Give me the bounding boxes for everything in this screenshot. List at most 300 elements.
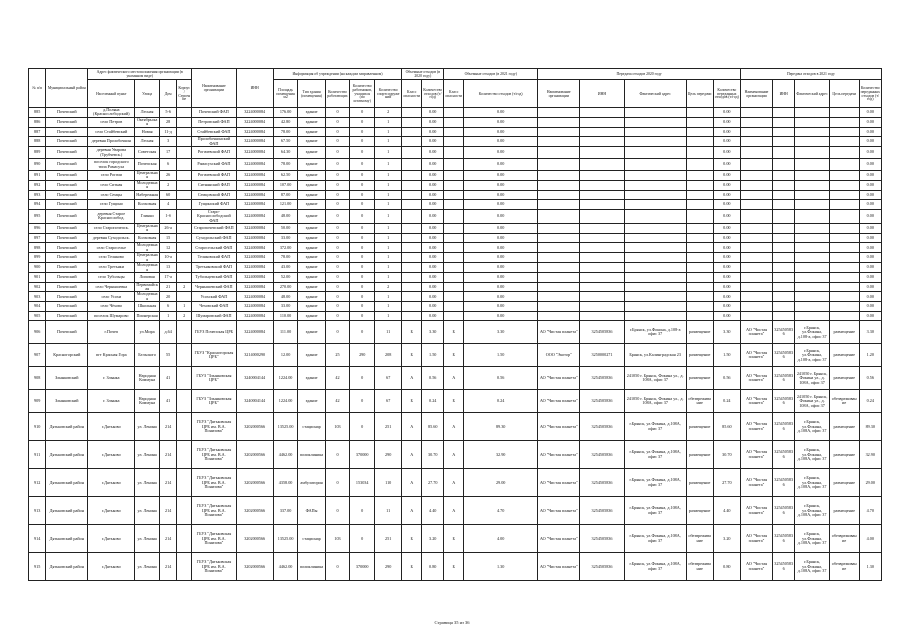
- table-cell: 21: [159, 282, 176, 292]
- table-cell: ГБУЗ "Злынковская ЦРБ": [192, 367, 236, 390]
- table-cell: 0.00: [464, 117, 538, 127]
- table-cell: 0.00: [422, 137, 444, 147]
- sub-header: Площадь помещения м2: [273, 80, 298, 108]
- table-cell: Дятьковский район: [46, 497, 88, 525]
- table-cell: 890: [29, 159, 46, 171]
- col-header-waste-2020: Объемные отходов (в 2020 году): [402, 69, 444, 80]
- table-cell: [624, 302, 686, 312]
- table-cell: [538, 147, 580, 159]
- table-cell: 3214000290: [236, 344, 273, 367]
- table-cell: Центральная: [136, 170, 158, 180]
- table-cell: 0: [350, 171, 375, 181]
- table-cell: 0.00: [859, 282, 881, 292]
- table-cell: 1: [375, 224, 402, 234]
- table-cell: 1: [375, 159, 402, 171]
- table-cell: 0.00: [464, 253, 538, 263]
- table-cell: [686, 171, 713, 181]
- table-cell: [538, 302, 580, 312]
- table-cell: [444, 190, 464, 200]
- table-cell: размещение: [686, 497, 713, 525]
- table-cell: [177, 497, 192, 525]
- table-cell: [740, 108, 772, 118]
- table-cell: [624, 108, 686, 118]
- table-cell: 3.30: [464, 321, 538, 344]
- table-cell: здание: [298, 171, 325, 181]
- sub-header: Класс опасности: [402, 80, 422, 108]
- table-cell: 3202000566: [236, 553, 273, 581]
- table-cell: 1: [375, 137, 402, 147]
- table-cell: 26-а: [159, 224, 176, 234]
- table-cell: [795, 190, 830, 200]
- table-cell: [795, 108, 830, 118]
- table-cell: [580, 137, 624, 147]
- table-cell: село Тубольцы: [88, 272, 135, 282]
- table-cell: 1: [375, 171, 402, 181]
- table-cell: Почепский: [46, 321, 88, 344]
- table-cell: 13: [159, 263, 176, 273]
- table-cell: 85.60: [713, 413, 740, 441]
- table-cell: 3224000084: [236, 159, 273, 171]
- table-cell: 914: [29, 525, 46, 553]
- table-cell: 3224000084: [236, 171, 273, 181]
- table-cell: 110: [375, 469, 402, 497]
- table-cell: 915: [29, 553, 46, 581]
- table-cell: АО "Чистая планета": [740, 525, 772, 553]
- table-cell: [773, 117, 795, 127]
- table-cell: 13525.00: [273, 413, 298, 441]
- table-cell: [740, 159, 772, 171]
- table-cell: 900: [29, 263, 46, 273]
- table-cell: размещение: [829, 367, 859, 390]
- table-cell: 12: [159, 243, 176, 253]
- table-cell: 3254505836: [580, 441, 624, 469]
- table-cell: 4.70: [464, 497, 538, 525]
- table-cell: 0.00: [464, 127, 538, 137]
- table-cell: 0.00: [464, 282, 538, 292]
- table-cell: 0.00: [713, 243, 740, 253]
- table-cell: [177, 243, 192, 253]
- table-cell: 3.20: [713, 525, 740, 553]
- table-cell: 0.00: [859, 302, 881, 312]
- table-cell: 1: [375, 253, 402, 263]
- table-cell: 908: [29, 367, 46, 390]
- table-cell: село Рогачи: [88, 171, 135, 181]
- table-cell: г.Дятьково: [88, 469, 135, 497]
- table-cell: [580, 127, 624, 137]
- table-cell: АО "Чистая планета": [740, 497, 772, 525]
- table-cell: село Староселье: [88, 243, 135, 253]
- table-cell: 4.70: [859, 497, 881, 525]
- sub-header: Количество переданных отходов (т/год): [713, 80, 740, 108]
- table-cell: 0.00: [859, 159, 881, 171]
- table-cell: Злынковский: [46, 367, 88, 390]
- table-cell: размещение: [829, 441, 859, 469]
- table-cell: [177, 108, 192, 118]
- table-cell: [444, 117, 464, 127]
- table-cell: 55: [159, 344, 176, 367]
- table-cell: [740, 137, 772, 147]
- table-cell: [773, 263, 795, 273]
- table-cell: 3254505836: [580, 367, 624, 390]
- table-cell: г.Брянск, ул.Фокина, д.108-а, офис 37: [795, 344, 830, 367]
- table-cell: Почепский ФАП: [192, 108, 236, 118]
- table-cell: АО "Чистая планета": [538, 390, 580, 413]
- table-cell: [773, 190, 795, 200]
- table-cell: 4: [159, 200, 176, 210]
- table-cell: Почепский: [46, 272, 88, 282]
- table-cell: [538, 171, 580, 181]
- table-cell: [624, 292, 686, 302]
- table-cell: 3254505836: [580, 413, 624, 441]
- table-cell: [580, 190, 624, 200]
- table-cell: 0.00: [859, 180, 881, 190]
- table-cell: [444, 127, 464, 137]
- table-cell: [624, 117, 686, 127]
- table-cell: [402, 224, 422, 234]
- table-row: [29, 117, 882, 127]
- table-cell: [773, 272, 795, 282]
- table-cell: 906: [29, 321, 46, 344]
- table-cell: [580, 311, 624, 321]
- table-cell: 0.00: [859, 272, 881, 282]
- table-cell: [686, 137, 713, 147]
- table-cell: деревня Суходольск.: [88, 233, 135, 243]
- table-cell: [624, 253, 686, 263]
- table-cell: [580, 200, 624, 210]
- table-cell: 0.00: [422, 263, 444, 273]
- table-cell: [538, 180, 580, 190]
- table-cell: 290: [350, 344, 375, 367]
- table-cell: [538, 311, 580, 321]
- table-cell: 0.00: [713, 292, 740, 302]
- table-cell: 41: [159, 390, 176, 413]
- table-cell: А: [444, 469, 464, 497]
- table-cell: 241050 г. Брянск, Фокина ул., д. 108А, офис 37: [624, 367, 686, 390]
- table-cell: [829, 272, 859, 282]
- table-cell: 0: [325, 233, 350, 243]
- table-cell: 3254505836: [773, 553, 795, 581]
- table-cell: Петровский ФАП: [192, 117, 236, 127]
- table-row: [29, 180, 882, 190]
- table-cell: 0: [325, 292, 350, 302]
- table-cell: 0.00: [713, 200, 740, 210]
- table-cell: [538, 137, 580, 147]
- table-cell: 241050 г. Брянск, Фокина ул., д. 108А, офис 37: [795, 367, 830, 390]
- table-cell: [740, 272, 772, 282]
- table-cell: Дятьковский район: [46, 441, 88, 469]
- table-cell: [624, 200, 686, 210]
- table-cell: [773, 200, 795, 210]
- table-cell: 50.00: [273, 224, 298, 234]
- table-cell: 0.00: [422, 233, 444, 243]
- table-cell: размещение: [829, 321, 859, 344]
- table-cell: г.Почеп: [88, 321, 135, 344]
- table-cell: г.Брянск, ул.Фокина, д.108А, офис 37: [795, 413, 830, 441]
- table-cell: [773, 233, 795, 243]
- table-cell: [829, 171, 859, 181]
- table-cell: [624, 282, 686, 292]
- table-cell: г.Дятьково: [88, 413, 135, 441]
- table-cell: [773, 171, 795, 181]
- table-cell: [580, 233, 624, 243]
- table-cell: [624, 311, 686, 321]
- table-cell: село Усохи: [88, 292, 135, 302]
- table-cell: 3224000084: [236, 302, 273, 312]
- table-cell: [177, 553, 192, 581]
- table-cell: 4.00: [859, 525, 881, 553]
- table-cell: 30.70: [713, 441, 740, 469]
- table-cell: 0.00: [464, 147, 538, 159]
- table-cell: 3224000084: [236, 209, 273, 223]
- table-cell: 3.30: [422, 321, 444, 344]
- table-cell: [686, 263, 713, 273]
- table-cell: Старо-Краснослободский ФАП: [192, 209, 236, 223]
- table-cell: 0.00: [859, 253, 881, 263]
- table-cell: [402, 180, 422, 190]
- table-row: [29, 282, 882, 292]
- table-cell: [444, 224, 464, 234]
- table-cell: село Чёхово: [88, 302, 135, 312]
- table-cell: 1-б: [159, 209, 176, 223]
- table-cell: 0.00: [422, 180, 444, 190]
- table-cell: Красногорский: [46, 344, 88, 367]
- table-cell: здание: [298, 108, 325, 118]
- table-cell: 3254505836: [580, 390, 624, 413]
- table-cell: здание: [298, 200, 325, 210]
- table-cell: Почепский: [46, 243, 88, 253]
- table-cell: 48.00: [273, 292, 298, 302]
- sub-header: Улица: [135, 80, 160, 108]
- table-row: [29, 469, 882, 497]
- table-cell: здание: [298, 117, 325, 127]
- table-cell: 0.00: [464, 137, 538, 147]
- table-row: [29, 344, 882, 367]
- table-cell: [177, 117, 192, 127]
- table-cell: 208: [375, 344, 402, 367]
- table-cell: Почепский: [46, 180, 88, 190]
- table-cell: 1: [375, 233, 402, 243]
- sub-header: Наименование организации: [538, 80, 580, 108]
- table-cell: Липовая: [135, 272, 160, 282]
- table-cell: село Семцы: [88, 190, 135, 200]
- table-row: [29, 190, 882, 200]
- table-body: [29, 108, 882, 581]
- table-row: [29, 137, 882, 147]
- table-cell: 103: [325, 525, 350, 553]
- table-cell: 3240004144: [236, 390, 273, 413]
- table-cell: 0: [325, 159, 350, 171]
- table-cell: 67: [375, 367, 402, 390]
- table-cell: 1: [375, 147, 402, 159]
- table-cell: Почепский: [46, 311, 88, 321]
- table-cell: ГБУЗ "Дятьковская ЦРБ им. В.А. Понизова": [192, 553, 236, 581]
- table-cell: [773, 224, 795, 234]
- table-cell: Школьная: [135, 302, 160, 312]
- table-cell: Тубольцевский ФАП: [192, 272, 236, 282]
- table-cell: [402, 272, 422, 282]
- table-cell: размещение: [686, 441, 713, 469]
- table-cell: г.Брянск, ул.Фокина, д.108А, офис 37: [795, 525, 830, 553]
- table-cell: здание: [298, 180, 325, 190]
- table-cell: 902: [29, 282, 46, 292]
- table-cell: Центральная: [136, 252, 158, 262]
- table-cell: 907: [29, 344, 46, 367]
- table-cell: 33.00: [273, 233, 298, 243]
- table-cell: [402, 108, 422, 118]
- table-row: [29, 147, 882, 159]
- table-cell: 103: [325, 413, 350, 441]
- table-cell: [402, 127, 422, 137]
- table-cell: [795, 282, 830, 292]
- table-cell: 0.56: [464, 367, 538, 390]
- table-cell: 3202000566: [236, 469, 273, 497]
- table-cell: [686, 190, 713, 200]
- table-cell: 1: [375, 127, 402, 137]
- table-cell: Почепский: [46, 209, 88, 223]
- table-cell: размещение: [829, 497, 859, 525]
- table-cell: АО "Чистая планета": [740, 469, 772, 497]
- table-cell: 0.00: [422, 147, 444, 159]
- table-cell: 4.00: [464, 525, 538, 553]
- table-cell: АО "Чистая планета": [538, 497, 580, 525]
- table-cell: 0.00: [422, 127, 444, 137]
- table-cell: [177, 127, 192, 137]
- table-cell: 153034: [350, 469, 375, 497]
- table-cell: [829, 190, 859, 200]
- table-cell: [402, 302, 422, 312]
- table-cell: г.Брянск, ул.Фокина, д.108А, офис 37: [624, 497, 686, 525]
- table-cell: 270.00: [273, 282, 298, 292]
- sub-header: ИНН: [580, 80, 624, 108]
- table-row: [29, 302, 882, 312]
- table-row: [29, 321, 882, 344]
- table-cell: 3224000084: [236, 108, 273, 118]
- table-cell: [624, 180, 686, 190]
- table-cell: АО "Чистая планета": [740, 367, 772, 390]
- table-cell: [829, 180, 859, 190]
- table-cell: Почепский: [46, 233, 88, 243]
- table-cell: 48.00: [273, 209, 298, 223]
- table-cell: размещение: [686, 367, 713, 390]
- table-cell: здание: [298, 159, 325, 171]
- table-cell: г.Брянск, ул.Фокина, д.108-а офис 37: [624, 321, 686, 344]
- table-cell: 30.70: [422, 441, 444, 469]
- table-cell: [686, 272, 713, 282]
- table-cell: Почепский: [46, 253, 88, 263]
- table-cell: [580, 224, 624, 234]
- table-cell: 27.70: [422, 469, 444, 497]
- table-cell: 0.00: [464, 292, 538, 302]
- table-cell: 0.56: [859, 367, 881, 390]
- table-cell: 78.00: [273, 253, 298, 263]
- table-cell: 0: [350, 311, 375, 321]
- table-cell: ГБУЗ "Дятьковская ЦРБ им. В.А. Понизова": [192, 469, 236, 497]
- table-cell: 15: [159, 233, 176, 243]
- table-cell: 42: [325, 367, 350, 390]
- sub-header: ИНН: [773, 80, 795, 108]
- table-cell: село Стайбевский: [88, 127, 135, 137]
- table-cell: Народная Коммуна: [135, 367, 160, 390]
- table-cell: г.Брянск, ул.Фокина, д.108А, офис 37: [795, 497, 830, 525]
- table-cell: здание: [298, 367, 325, 390]
- col-header-transfer-2020: Передача отходов 2020 году: [538, 69, 741, 80]
- table-cell: 1.30: [859, 553, 881, 581]
- table-cell: 0.00: [422, 117, 444, 127]
- table-cell: размещение: [686, 321, 713, 344]
- table-cell: 1: [375, 311, 402, 321]
- table-cell: [686, 117, 713, 127]
- table-cell: [444, 302, 464, 312]
- table-cell: Гущинский ФАП: [192, 200, 236, 210]
- table-cell: 42: [325, 390, 350, 413]
- table-cell: 3224000084: [236, 137, 273, 147]
- table-cell: 3254505836: [580, 525, 624, 553]
- table-cell: АО "Чистая планета": [538, 553, 580, 581]
- table-cell: [444, 137, 464, 147]
- table-cell: амбулатория: [298, 469, 325, 497]
- table-cell: Лесная: [135, 137, 160, 147]
- table-cell: 17-а: [159, 272, 176, 282]
- table-cell: 0.56: [422, 367, 444, 390]
- sub-header: Фактический адрес: [624, 80, 686, 108]
- table-cell: 888: [29, 137, 46, 147]
- table-cell: Почепский: [46, 159, 88, 171]
- table-cell: [402, 263, 422, 273]
- table-cell: 11-д: [159, 127, 176, 137]
- table-cell: обезвреживание: [829, 553, 859, 581]
- table-cell: 17: [159, 147, 176, 159]
- table-cell: 0.00: [422, 292, 444, 302]
- table-cell: 0: [325, 321, 350, 344]
- table-cell: [444, 200, 464, 210]
- table-cell: [795, 302, 830, 312]
- table-cell: обезвреживание: [829, 525, 859, 553]
- table-cell: [444, 147, 464, 159]
- table-row: [29, 243, 882, 253]
- table-cell: 241050 г. Брянск, Фокина ул., д. 108А, офис 37: [624, 390, 686, 413]
- table-cell: А: [444, 413, 464, 441]
- table-cell: [402, 253, 422, 263]
- table-cell: Советская: [135, 147, 160, 159]
- table-cell: 0: [325, 282, 350, 292]
- table-cell: [402, 209, 422, 223]
- table-cell: [795, 117, 830, 127]
- table-cell: 0: [325, 190, 350, 200]
- table-cell: 896: [29, 224, 46, 234]
- table-cell: г.Брянск, ул.Фокина, д.108А, офис 37: [624, 441, 686, 469]
- table-cell: ГБУЗ "Дятьковская ЦРБ им. В.А. Понизова": [192, 413, 236, 441]
- table-cell: [773, 159, 795, 171]
- table-cell: [740, 127, 772, 137]
- table-cell: Почепский: [46, 200, 88, 210]
- table-cell: [538, 117, 580, 127]
- table-cell: [740, 302, 772, 312]
- table-cell: здание: [298, 263, 325, 273]
- col-header-num: № п/п: [29, 69, 46, 108]
- table-cell: АО "Чистая планета": [538, 367, 580, 390]
- table-cell: АО "Чистая планета": [740, 441, 772, 469]
- table-cell: ГБУЗ "Красногорская ЦРБ": [192, 344, 236, 367]
- table-cell: [773, 108, 795, 118]
- table-cell: [829, 209, 859, 223]
- table-cell: 887: [29, 127, 46, 137]
- table-cell: ул. Ленина: [135, 525, 160, 553]
- table-cell: 0.00: [422, 190, 444, 200]
- table-cell: размещение: [829, 344, 859, 367]
- table-cell: 0: [325, 302, 350, 312]
- table-cell: АО "Чистая планета": [538, 469, 580, 497]
- table-cell: [580, 209, 624, 223]
